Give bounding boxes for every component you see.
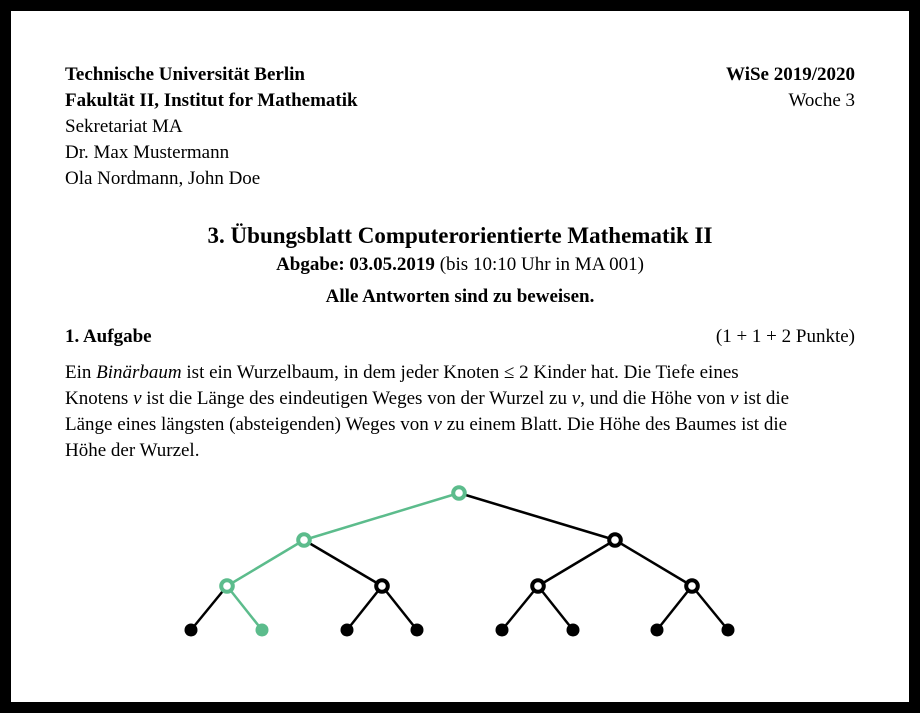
page-content — [11, 62, 909, 655]
tree-edge-n22-l5 — [538, 586, 573, 630]
tree-node-l4 — [496, 624, 509, 637]
assistants-names: Ola Nordmann, John Doe — [65, 168, 261, 189]
tree-edge-n20-l0 — [191, 586, 227, 630]
tree-edge-n23-l6 — [657, 586, 692, 630]
tree-edge-n20-l1 — [227, 586, 262, 630]
header-left-block — [65, 62, 358, 192]
tree-node-n10 — [298, 534, 310, 546]
task-body-line: Höhe der Wurzel. — [65, 440, 200, 461]
deadline-details: (bis 10:10 Uhr in MA 001) — [434, 254, 644, 275]
tree-node-n21 — [376, 580, 388, 592]
tree-node-n11 — [609, 534, 621, 546]
binary-tree-figure-container — [150, 470, 770, 655]
document-header — [65, 62, 855, 192]
task-heading: 1. Aufgabe — [65, 326, 152, 347]
tree-edge-n10-n20 — [227, 540, 304, 586]
institution-name: Technische Universität Berlin — [65, 64, 305, 85]
office-name: Sekretariat MA — [65, 116, 183, 137]
tree-edge-root-n10 — [304, 493, 459, 540]
semester-label: WiSe 2019/2020 — [726, 64, 855, 85]
week-label: Woche 3 — [788, 90, 855, 111]
tree-node-n20 — [221, 580, 233, 592]
tree-edge-n23-l7 — [692, 586, 728, 630]
tree-node-l6 — [651, 624, 664, 637]
tree-edge-n11-n22 — [538, 540, 615, 586]
deadline-line — [65, 252, 855, 278]
tree-edge-root-n11 — [459, 493, 615, 540]
tree-node-l7 — [722, 624, 735, 637]
tree-node-root — [453, 487, 465, 499]
proof-note: Alle Antworten sind zu beweisen. — [325, 286, 595, 307]
tree-edge-n10-n21 — [304, 540, 382, 586]
task-points: (1 + 1 + 2 Punkte) — [715, 326, 855, 347]
header-right-block — [726, 62, 855, 114]
task-body — [65, 360, 855, 464]
tree-node-l0 — [185, 624, 198, 637]
tree-edge-n22-l4 — [502, 586, 538, 630]
tree-node-n23 — [686, 580, 698, 592]
tree-edge-n21-l3 — [382, 586, 417, 630]
sheet-title: 3. Übungsblatt Computerorientierte Mathematik II — [207, 223, 713, 248]
deadline-date: Abgabe: 03.05.2019 — [276, 254, 435, 275]
tree-node-l3 — [411, 624, 424, 637]
lecturer-name: Dr. Max Mustermann — [65, 142, 230, 163]
task-body-line: Länge eines längsten (absteigenden) Weges von v zu einem Blatt. Die Höhe des Baumes ist die — [65, 414, 788, 435]
tree-edge-n21-l2 — [347, 586, 382, 630]
binary-tree-figure — [150, 470, 770, 655]
task-heading-row — [65, 324, 855, 350]
faculty-name: Fakultät II, Institut for Mathematik — [65, 90, 358, 111]
tree-edge-n11-n23 — [615, 540, 692, 586]
task-body-line: Knotens v ist die Länge des eindeutigen Weges von der Wurzel zu v, und die Höhe von v ist die — [65, 388, 790, 409]
tree-node-l5 — [567, 624, 580, 637]
tree-node-l1 — [256, 624, 269, 637]
tree-node-n22 — [532, 580, 544, 592]
tree-node-l2 — [341, 624, 354, 637]
task-body-line: Ein Binärbaum ist ein Wurzelbaum, in dem jeder Knoten ≤ 2 Kinder hat. Die Tiefe eines — [65, 362, 739, 383]
